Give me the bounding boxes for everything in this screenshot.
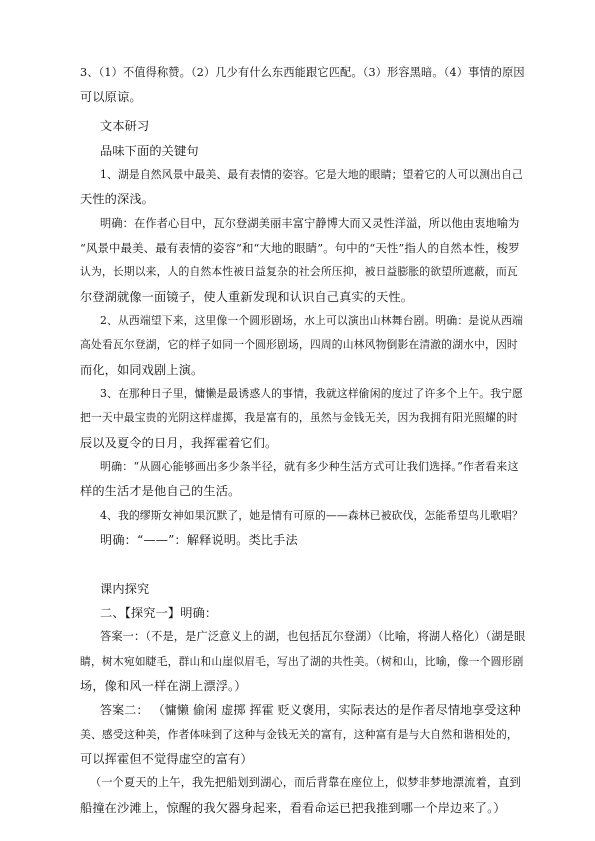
sentence-3-line-3: 辰以及夏令的日月，我挥霍着它们。 bbox=[80, 436, 278, 450]
answer-two-line-2: 美、感受这种美，作者体味到了这种与金钱无关的富有，这种富有是与大自然和谐相处的， bbox=[80, 728, 518, 741]
subheading-key-sentences: 品味下面的关键句 bbox=[100, 144, 199, 158]
answer-one-line-1: 答案一：（不是，是广泛意义上的湖，也包括瓦尔登湖）（比喻，将湖人格化）（湖是眼 bbox=[100, 630, 526, 643]
sentence-4-line-1: 4、我的缪斯女神如果沉默了，她是情有可原的——森林已被砍伐，怎能希望鸟儿歌唱？ bbox=[100, 509, 523, 522]
sentence-1-line-1: 1、湖是自然风景中最美、最有表情的姿容。它是大地的眼睛；望着它的人可以测出自己 bbox=[100, 168, 523, 181]
summer-morning-line-1: （一个夏天的上午，我先把船划到湖心，而后背靠在座位上，似梦非梦地漂流着，直到 bbox=[90, 776, 521, 789]
sentence-1-line-2: 天性的深浅。 bbox=[80, 192, 155, 206]
answer-two-line-3: 可以挥霍但不觉得虚空的富有） bbox=[80, 752, 253, 766]
sentence-2-line-1: 2、从西端望下来，这里像一个圆形剧场，水上可以演出山林舞台剧。明确：是说从西端 bbox=[100, 314, 523, 327]
section-heading-text-study: 文本研习 bbox=[100, 119, 150, 133]
sentence-3-line-2: 把一天中最宝贵的光阴这样虚掷，我是富有的，虽然与金钱无关，因为我拥有阳光照耀的时 bbox=[80, 411, 518, 424]
answer-two-line-1: 答案二： （慵懒 偷闲 虚掷 挥霍 贬义褒用，实际表达的是作者尽情地享受这种 bbox=[100, 703, 521, 717]
answer-one-line-2: 睛，树木宛如睫毛，群山和山崖似眉毛，写出了湖的共性美。（树和山，比喻，像一个圆形剧 bbox=[80, 655, 524, 668]
explanation-1-line-4: 尔登湖就像一面镜子，使人重新发现和认识自己真实的天性。 bbox=[80, 290, 414, 304]
sentence-2-line-3: 而化，如同戏剧上演。 bbox=[80, 363, 204, 377]
inquiry-1-heading: 二、【探究一】明确： bbox=[100, 606, 218, 620]
answer-3-line-1: 3、（1）不值得称赞。（2）几少有什么东西能跟它匹配。（3）形容黑暗。（4）事情的原因 bbox=[80, 66, 525, 79]
explanation-3-line-2: 样的生活才是他自己的生活。 bbox=[80, 484, 241, 498]
explanation-3-line-1: 明确：“从圆心能够画出多少条半径，就有多少种生活方式可让我们选择。”作者看来这 bbox=[100, 460, 519, 473]
explanation-1-line-2: “风景中最美、最有表情的姿容”和“大地的眼睛”。句中的“天性”指人的自然本性，梭罗 bbox=[80, 241, 520, 255]
sentence-3-line-1: 3、在那种日子里，慵懒是最诱惑人的事情，我就这样偷闲的度过了许多个上午。我宁愿 bbox=[100, 387, 523, 400]
answer-one-line-3: 场，像和风一样在湖上漂浮。） bbox=[80, 679, 247, 693]
sentence-2-line-2: 高处看瓦尔登湖，它的样子如同一个圆形剧场，四周的山林风物倒影在清澈的湖水中，因时 bbox=[80, 338, 518, 351]
section-heading-in-class-inquiry: 课内探究 bbox=[100, 582, 150, 596]
summer-morning-line-2: 船撞在沙滩上，惊醒的我欠器身起来，看看命运已把我推到哪一个岸边来了。） bbox=[80, 801, 506, 815]
explanation-4: 明确：“——”：解释说明。类比手法 bbox=[100, 533, 298, 547]
explanation-1-line-1: 明确：在作者心目中，瓦尔登湖美丽丰富宁静博大而又灵性洋溢，所以他由衷地喻为 bbox=[100, 217, 520, 230]
answer-3-line-2: 可以原谅。 bbox=[80, 90, 142, 104]
explanation-1-line-3: 认为，长期以来，人的自然本性被日益复杂的社会所压抑，被日益膨胀的欲望所遮蔽，而瓦 bbox=[80, 265, 518, 278]
